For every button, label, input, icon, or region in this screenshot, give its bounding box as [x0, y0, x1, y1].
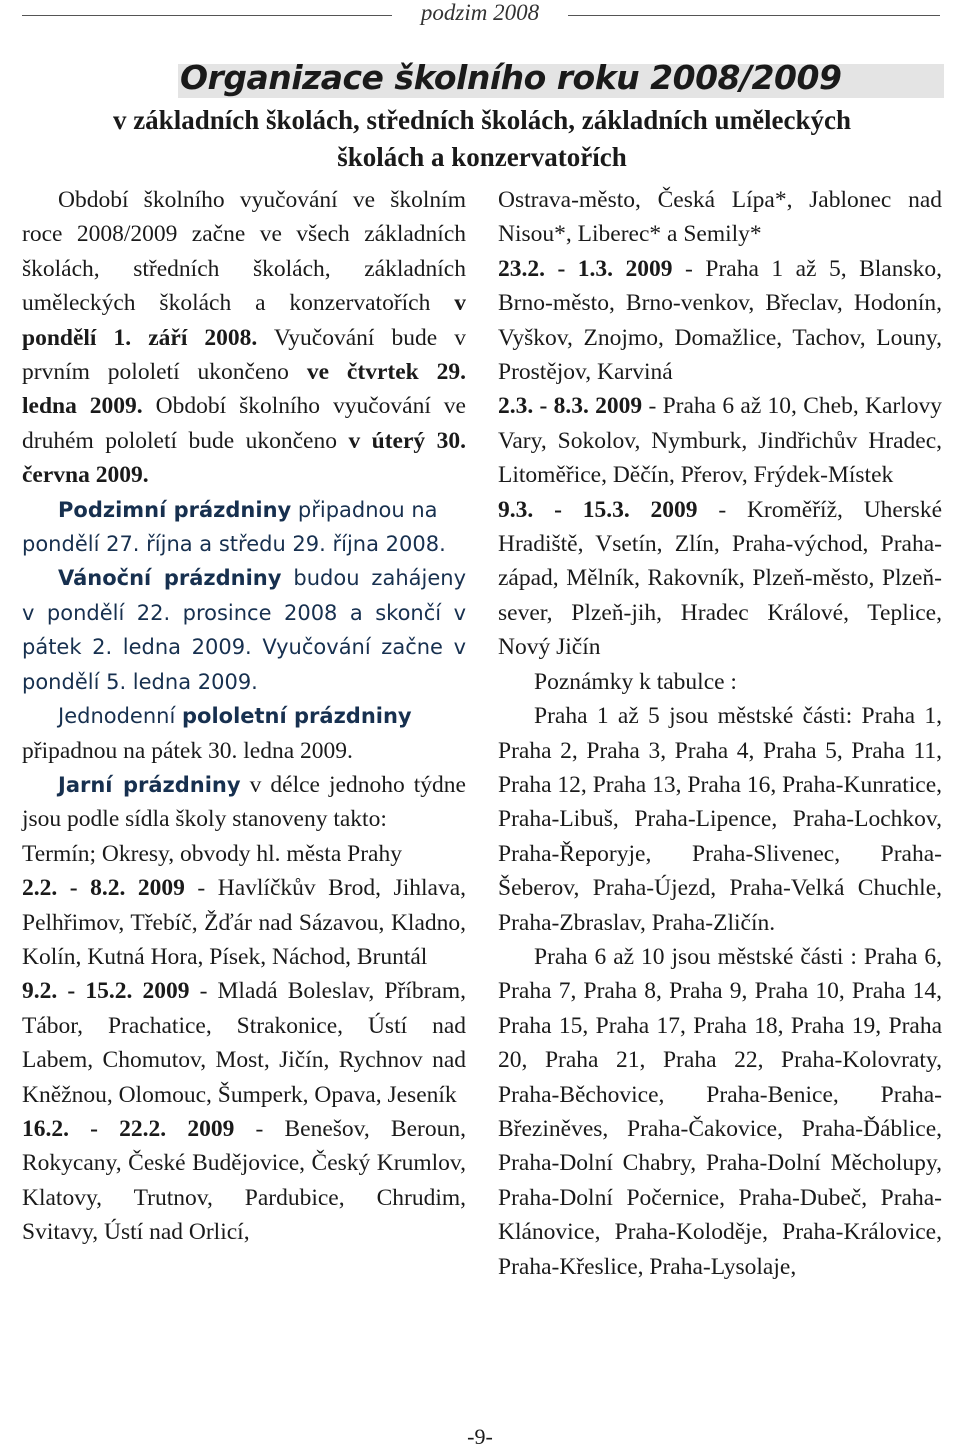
term-row	[498, 389, 942, 492]
right-column	[498, 183, 942, 1284]
half-term-holiday-label: pololetní prázdniny	[181, 704, 412, 729]
text: připadnou na	[291, 497, 438, 522]
table-heading: Termín; Okresy, obvody hl. města Prahy	[22, 840, 402, 867]
christmas-holiday-text: budou zahájeny v pondělí 22. prosince 2008 a skončí v pátek 2. ledna 2009. Vyučování začne v pondělí 5. ledna 2009.	[22, 566, 466, 694]
christmas-holiday-label: Vánoční prázdniny	[58, 566, 282, 591]
second-term-end: v úterý 30. června 2009.	[22, 427, 466, 489]
paragraph-autumn-holiday	[22, 493, 466, 562]
term-districts: - Praha 1 až 5, Blansko, Brno-město, Brno-venkov, Břeclav, Hodonín, Vyškov, Znojmo, Domažlice, Tachov, Louny, Prostějov, Karviná	[498, 255, 942, 386]
term-districts: - Benešov, Beroun, Rokycany, České Budějovice, Český Krumlov, Klatovy, Trutnov, Pardubice, Chrudim, Svitavy, Ústí nad Orlicí,	[22, 1115, 466, 1246]
term-districts: - Kroměříž, Uherské Hradiště, Vsetín, Zlín, Praha-východ, Praha-západ, Mělník, Rakovník, Plzeň-město, Plzeň-sever, Plzeň-jih, Hradec Králové, Teplice, Nový Jičín	[498, 496, 942, 661]
spring-holiday-text: v délce jednoho týdne jsou podle sídla školy stanoveny takto:	[22, 771, 466, 833]
term-row	[22, 1112, 466, 1250]
spring-holiday-label: Jarní prázdniny	[58, 772, 241, 797]
term-date: 23.2. - 1.3. 2009	[498, 255, 673, 282]
first-term-end: ve čtvrtek 29. ledna 2009.	[22, 359, 466, 420]
term-row	[22, 871, 466, 974]
term-date: 9.2. - 15.2. 2009	[22, 978, 190, 1005]
term-districts: - Praha 6 až 10, Cheb, Karlovy Vary, Sokolov, Nymburk, Jindřichův Hradec, Litoměřice, Děčín, Přerov, Frýdek-Místek	[498, 393, 942, 489]
term-row	[498, 252, 942, 390]
subtitle-line-1: v základních školách, středních školách, základních uměleckých	[112, 105, 852, 135]
note-praha-1-5: Praha 1 až 5 jsou městské části: Praha 1, Praha 2, Praha 3, Praha 4, Praha 5, Praha 11, Praha 12, Praha 13, Praha 16, Praha-Kunratice, Praha-Libuš, Praha-Lipence, Praha-Lochkov, Praha-Řeporyje, Praha-Slivenec, Praha-Šeberov, Praha-Újezd, Praha-Velká Chuchle, Praha-Zbraslav, Praha-Zličín.	[498, 703, 942, 936]
term-row-continued: Ostrava-město, Česká Lípa*, Jablonec nad Nisou*, Liberec* a Semily*	[498, 187, 942, 248]
half-term-holiday-date: připadnou na pátek 30. ledna 2009.	[22, 737, 353, 764]
notes-heading: Poznámky k tabulce :	[534, 668, 737, 695]
text: Vyučování bude v prvním pololetí ukončeno	[22, 324, 467, 386]
text: Období školního vyučování ve druhém pololetí bude ukončeno	[22, 393, 466, 454]
header-rule-right	[568, 15, 940, 16]
paragraph-half-term-holiday	[22, 699, 466, 768]
term-districts: - Mladá Boleslav, Příbram, Tábor, Prachatice, Strakonice, Ústí nad Labem, Chomutov, Most, Jičín, Rychnov nad Kněžnou, Olomouc, Šumperk, Opava, Jeseník	[22, 978, 466, 1108]
paragraph-spring-holiday	[22, 768, 466, 837]
paragraph-christmas-holiday	[22, 561, 466, 699]
autumn-holiday-dates: pondělí 27. října a středu 29. října 2008.	[22, 532, 446, 557]
left-column	[22, 183, 466, 1250]
subtitle-line-2: školách a konzervatořích	[337, 142, 627, 172]
header-rule-left	[22, 15, 392, 16]
text: Jednodenní	[58, 704, 182, 729]
paragraph-school-year	[22, 183, 466, 493]
autumn-holiday-label: Podzimní prázdniny	[58, 497, 292, 522]
page-number: -9-	[467, 1424, 493, 1449]
term-row	[22, 974, 466, 1112]
term-row	[498, 493, 942, 665]
article-title: Organizace školního roku 2008/2009	[180, 58, 842, 97]
term-date: 16.2. - 22.2. 2009	[22, 1115, 235, 1142]
article-subtitle	[22, 102, 942, 176]
issue-season: podzim 2008	[420, 0, 540, 25]
page-header	[0, 0, 960, 30]
term-districts: - Havlíčkův Brod, Jihlava, Pelhřimov, Třebíč, Žďár nad Sázavou, Kladno, Kolín, Kutná Hora, Písek, Náchod, Bruntál	[22, 875, 467, 970]
term-date: 2.3. - 8.3. 2009	[498, 393, 643, 420]
term-date: 9.3. - 15.3. 2009	[498, 496, 698, 523]
start-date: v pondělí 1. září 2008.	[22, 290, 466, 351]
text: Období školního vyučování ve školním roce 2008/2009 začne ve všech základních školách, středních školách, základních uměleckých školách a konzervatořích	[22, 187, 466, 317]
term-date: 2.2. - 8.2. 2009	[22, 875, 185, 902]
note-praha-6-10: Praha 6 až 10 jsou městské části : Praha 6, Praha 7, Praha 8, Praha 9, Praha 10, Praha 14, Praha 15, Praha 17, Praha 18, Praha 19, Praha 20, Praha 21, Praha 22, Praha-Kolovraty, Praha-Běchovice, Praha-Benice, Praha-Březiněves, Praha-Čakovice, Praha-Ďáblice, Praha-Dolní Chabry, Praha-Dolní Měcholupy, Praha-Dolní Počernice, Praha-Dubeč, Praha-Klánovice, Praha-Koloděje, Praha-Královice, Praha-Křeslice, Praha-Lysolaje,	[498, 943, 942, 1280]
